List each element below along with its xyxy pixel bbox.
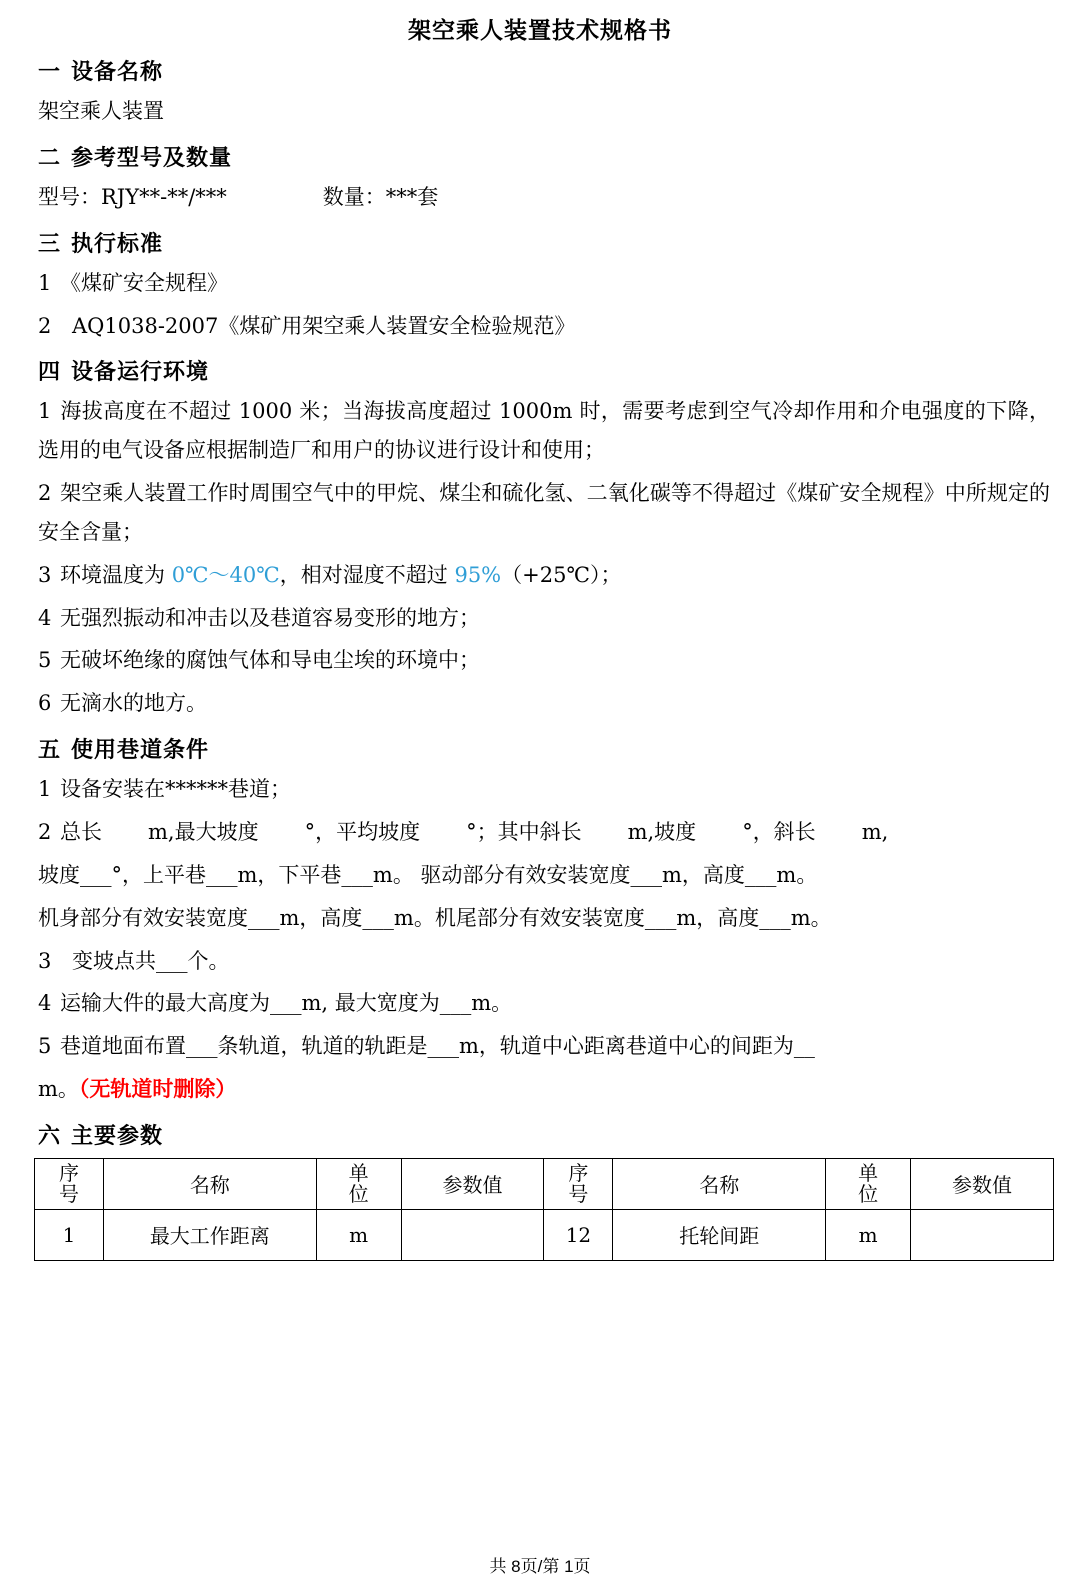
header-line-2: 号	[568, 1181, 589, 1206]
section-title: 参考型号及数量	[71, 144, 233, 170]
roadway-item-5-line2	[38, 1070, 1050, 1109]
header-line-2: 位	[858, 1181, 879, 1206]
standard-item	[38, 264, 1050, 303]
section-title: 设备名称	[71, 59, 164, 84]
list-text: 无破坏绝缘的腐蚀气体和导电尘埃的环境中；	[60, 648, 480, 673]
page-footer: 共 8页/第 1页	[489, 1557, 591, 1576]
list-text: 海拔高度在不超过 1000 米；当海拔高度超过 1000m 时，需要考虑到空气冷却作用和介电强度的下降，选用的电气设备应根据制造厂和用户的协议进行设计和使用；	[38, 399, 1050, 463]
list-number: 4	[38, 605, 52, 630]
column-header-seq-right	[544, 1158, 613, 1209]
roadway-item-3	[38, 942, 1050, 981]
incline-length-2-label: °，斜长	[742, 819, 816, 844]
cell-unit-right: m	[826, 1209, 911, 1260]
section-heading-roadway	[38, 733, 1050, 764]
section-heading-standards	[38, 227, 1050, 258]
total-length-label: 总长	[60, 819, 102, 844]
section-heading-equipment-name	[38, 55, 1050, 86]
environment-item	[38, 392, 1050, 470]
roadway-item-2	[38, 813, 1050, 852]
cell-name-right: 托轮间距	[613, 1209, 826, 1260]
environment-item-temperature	[38, 556, 1050, 595]
unit-suffix: m。	[38, 1077, 79, 1102]
section-number: 五	[38, 737, 62, 763]
list-number: 2	[38, 481, 52, 506]
section-heading-main-parameters	[38, 1119, 1050, 1150]
section-number: 六	[38, 1122, 62, 1148]
list-text: AQ1038-2007《煤矿用架空乘人装置安全检验规范》	[72, 313, 576, 338]
standard-item	[38, 307, 1050, 346]
cell-seq-left: 1	[35, 1209, 104, 1260]
cell-value-left[interactable]	[401, 1209, 544, 1260]
slope-label: m,坡度	[627, 819, 697, 844]
page-title: 架空乘人装置技术规格书	[408, 17, 672, 43]
list-number: 5	[38, 1034, 52, 1059]
environment-item	[38, 684, 1050, 723]
unit-suffix: m,	[861, 819, 889, 844]
list-text: 变坡点共___个。	[72, 948, 230, 973]
environment-item	[38, 474, 1050, 552]
list-number: 3	[38, 948, 52, 973]
list-number: 2	[38, 313, 52, 338]
section-title: 主要参数	[71, 1122, 164, 1148]
list-text: 无滴水的地方。	[60, 691, 207, 716]
cell-unit-left: m	[316, 1209, 401, 1260]
section-heading-model-qty	[38, 141, 1050, 172]
list-number: 3	[38, 562, 52, 587]
header-line-1: 单	[858, 1160, 879, 1185]
equipment-name-text: 架空乘人装置	[38, 99, 164, 123]
environment-item	[38, 599, 1050, 638]
header-line-1: 单	[348, 1160, 369, 1185]
header-line-2: 位	[348, 1181, 369, 1206]
quantity-label: 数量：***套	[322, 184, 439, 209]
section-number: 四	[38, 359, 62, 385]
roadway-item-1	[38, 770, 1050, 809]
column-header-value-left: 参数值	[401, 1158, 544, 1209]
model-label: 型号：RJY**-**/***	[38, 184, 227, 209]
cell-seq-right: 12	[544, 1209, 613, 1260]
environment-item	[38, 641, 1050, 680]
column-header-seq-left	[35, 1158, 104, 1209]
section-title: 使用巷道条件	[71, 737, 210, 763]
section-title: 设备运行环境	[71, 359, 210, 385]
roadway-item-5	[38, 1027, 1050, 1066]
incline-length-label: °；其中斜长	[466, 819, 582, 844]
temperature-range: 0℃～40℃	[171, 562, 280, 587]
avg-slope-label: °，平均坡度	[304, 819, 421, 844]
roadway-item-2-line3: 机身部分有效安装宽度___m，高度___m。机尾部分有效安装宽度___m，高度___m。	[38, 905, 832, 930]
list-text: 《煤矿安全规程》	[60, 270, 228, 295]
temp-prefix: 环境温度为	[60, 562, 172, 587]
header-line-2: 号	[58, 1181, 79, 1206]
list-text: 运输大件的最大高度为___m, 最大宽度为___m。	[60, 991, 513, 1016]
column-header-value-right: 参数值	[911, 1158, 1054, 1209]
cell-value-right[interactable]	[911, 1209, 1054, 1260]
humidity-value: 95%	[454, 562, 502, 587]
model-quantity-line	[38, 178, 1050, 217]
list-number: 1	[38, 270, 52, 295]
list-number: 2	[38, 819, 52, 844]
list-number: 5	[38, 648, 52, 673]
list-text: 无强烈振动和冲击以及巷道容易变形的地方；	[60, 605, 480, 630]
list-number: 1	[38, 399, 52, 424]
section-heading-environment	[38, 355, 1050, 386]
list-text: 设备安装在******巷道；	[60, 777, 291, 802]
column-header-name-left: 名称	[103, 1158, 316, 1209]
humidity-suffix: （+25℃）；	[501, 562, 622, 587]
table-row	[35, 1209, 1054, 1260]
section-number: 三	[38, 230, 62, 256]
list-number: 1	[38, 777, 52, 802]
column-header-unit-right	[826, 1158, 911, 1209]
section-number: 一	[38, 59, 62, 84]
cell-name-left: 最大工作距离	[103, 1209, 316, 1260]
header-line-1: 序	[568, 1160, 589, 1185]
section-title: 执行标准	[71, 230, 164, 256]
roadway-item-2-line2: 坡度___°，上平巷___m，下平巷___m。 驱动部分有效安装宽度___m，高度___m。	[38, 862, 818, 887]
max-slope-label: m,最大坡度	[148, 819, 259, 844]
humidity-prefix: ，相对湿度不超过	[279, 562, 455, 587]
column-header-name-right: 名称	[613, 1158, 826, 1209]
list-number: 6	[38, 691, 52, 716]
list-text: 巷道地面布置___条轨道，轨道的轨距是___m，轨道中心距离巷道中心的间距为__	[60, 1034, 815, 1059]
parameters-table	[34, 1158, 1054, 1261]
table-header-row	[35, 1158, 1054, 1209]
header-line-1: 序	[58, 1160, 79, 1185]
roadway-item-4	[38, 984, 1050, 1023]
list-text: 架空乘人装置工作时周围空气中的甲烷、煤尘和硫化氢、二氧化碳等不得超过《煤矿安全规程》中所规定的安全含量；	[38, 481, 1050, 544]
column-header-unit-left	[316, 1158, 401, 1209]
deletion-note: （无轨道时删除）	[78, 1076, 237, 1102]
section-number: 二	[38, 144, 62, 170]
list-number: 4	[38, 991, 52, 1016]
